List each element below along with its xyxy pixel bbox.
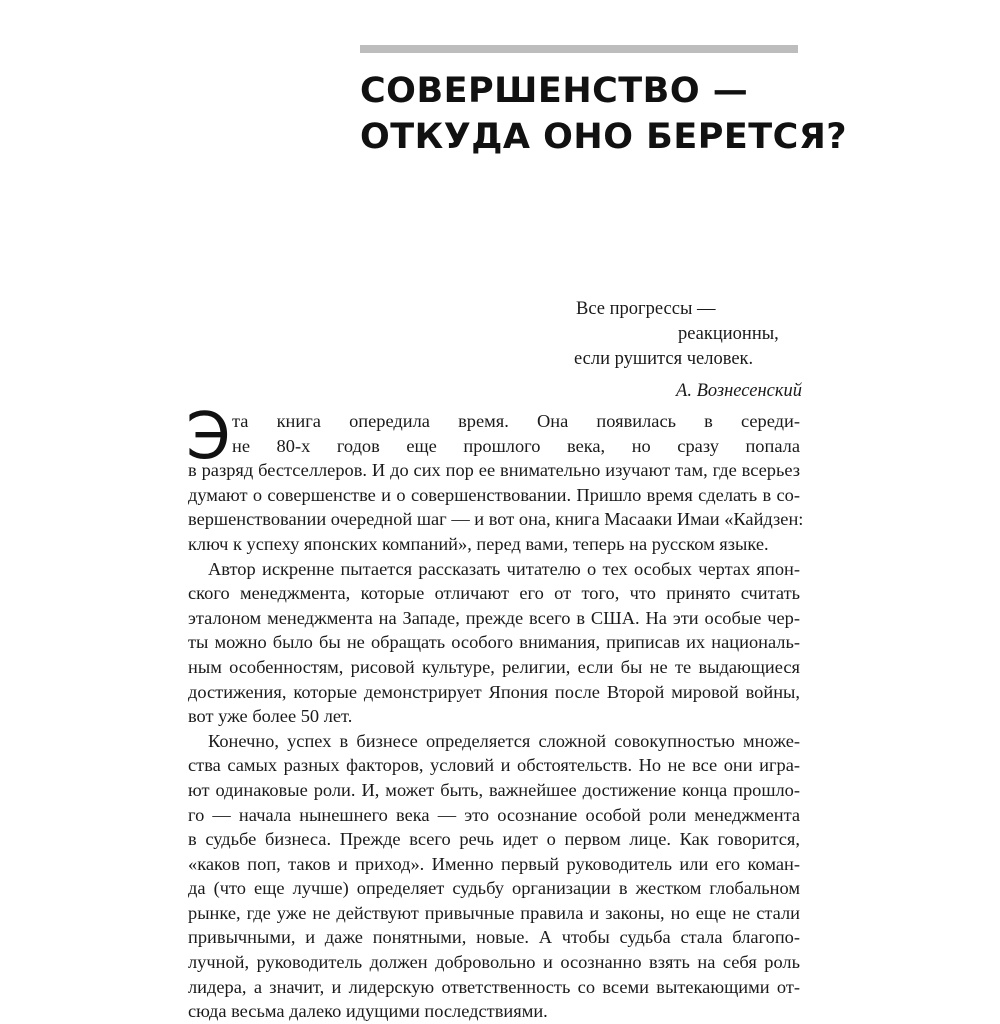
text-line: достижения, которые демонстрирует Япония после Второй мировой войны, [188, 681, 800, 702]
epigraph-author: А. Вознесенский [676, 381, 802, 401]
text-line: эталоном менеджмента на Западе, прежде всего в США. На эти особые чер- [188, 607, 800, 628]
text-line: Автор искренне пытается рассказать читателю о тех особых чертах япон- [208, 558, 800, 579]
text-line: не 80-х годов еще прошлого века, но сразу попала [232, 435, 800, 456]
text-line: ства самых разных факторов, условий и обстоятельств. Но не все они игра- [188, 755, 800, 776]
text-line: думают о совершенстве и о совершенствовании. Пришло время сделать в со- [188, 484, 800, 505]
chapter-title-line-1: СОВЕРШЕНСТВО — [360, 71, 749, 111]
epigraph-line-1: Все прогрессы — [576, 299, 716, 319]
paragraph-3 [188, 729, 800, 1024]
text-line: го — начала нынешнего века — это осознание особой роли менеджмента [188, 804, 800, 825]
text-line: ты можно было бы не обращать особого внимания, приписав их националь- [188, 632, 800, 653]
text-line: в судьбе бизнеса. Прежде всего речь идет о первом лице. Как говорится, [188, 829, 800, 850]
paragraph-1 [186, 400, 804, 557]
text-line: лучной, руководитель должен добровольно и осознанно взять на себя роль [188, 952, 800, 973]
text-line: в разряд бестселлеров. И до сих пор ее внимательно изучают там, где всерьез [188, 460, 800, 481]
body-text [186, 400, 804, 1024]
chapter-title-line-2: ОТКУДА ОНО БЕРЕТСЯ? [360, 117, 848, 157]
text-line: ным особенностям, рисовой культуре, религии, если бы не те выдающиеся [188, 656, 800, 677]
text-line: вершенствовании очередной шаг — и вот она, книга Масааки Имаи «Кайдзен: [188, 509, 804, 530]
text-line: ского менеджмента, которые отличают его от того, что принято считать [188, 583, 800, 604]
text-line: привычными, и даже понятными, новые. А чтобы судьба стала благопо- [188, 927, 800, 948]
text-line: та книга опередила время. Она появилась в середи- [232, 411, 800, 431]
text-line: Конечно, успех в бизнесе определяется сложной совокупностью множе- [208, 730, 800, 751]
text-line: рынке, где уже не действуют привычные правила и законы, но еще не стали [188, 902, 800, 923]
epigraph-line-2: реакционны, [678, 324, 779, 344]
text-line: «каков поп, таков и приход». Именно первый руководитель или его коман- [188, 853, 800, 874]
epigraph-line-3: если рушится человек. [574, 349, 754, 369]
drop-cap: Э [186, 400, 231, 474]
text-line: да (что еще лучше) определяет судьбу организации в жестком глобальном [188, 878, 800, 899]
text-line: лидера, а значит, и лидерскую ответственность со всеми вытекающими от- [188, 976, 800, 997]
epigraph [560, 297, 810, 404]
paragraph-2 [188, 557, 800, 729]
text-line: вот уже более 50 лет. [188, 706, 353, 727]
text-line: сюда весьма далеко идущими последствиями. [188, 1001, 548, 1022]
text-line: ключ к успеху японских компаний», перед вами, теперь на русском языке. [188, 533, 769, 554]
text-line: ют одинаковые роли. И, может быть, важнейшее достижение конца прошло- [188, 779, 800, 800]
chapter-title [360, 68, 847, 160]
header-rule [360, 45, 798, 53]
